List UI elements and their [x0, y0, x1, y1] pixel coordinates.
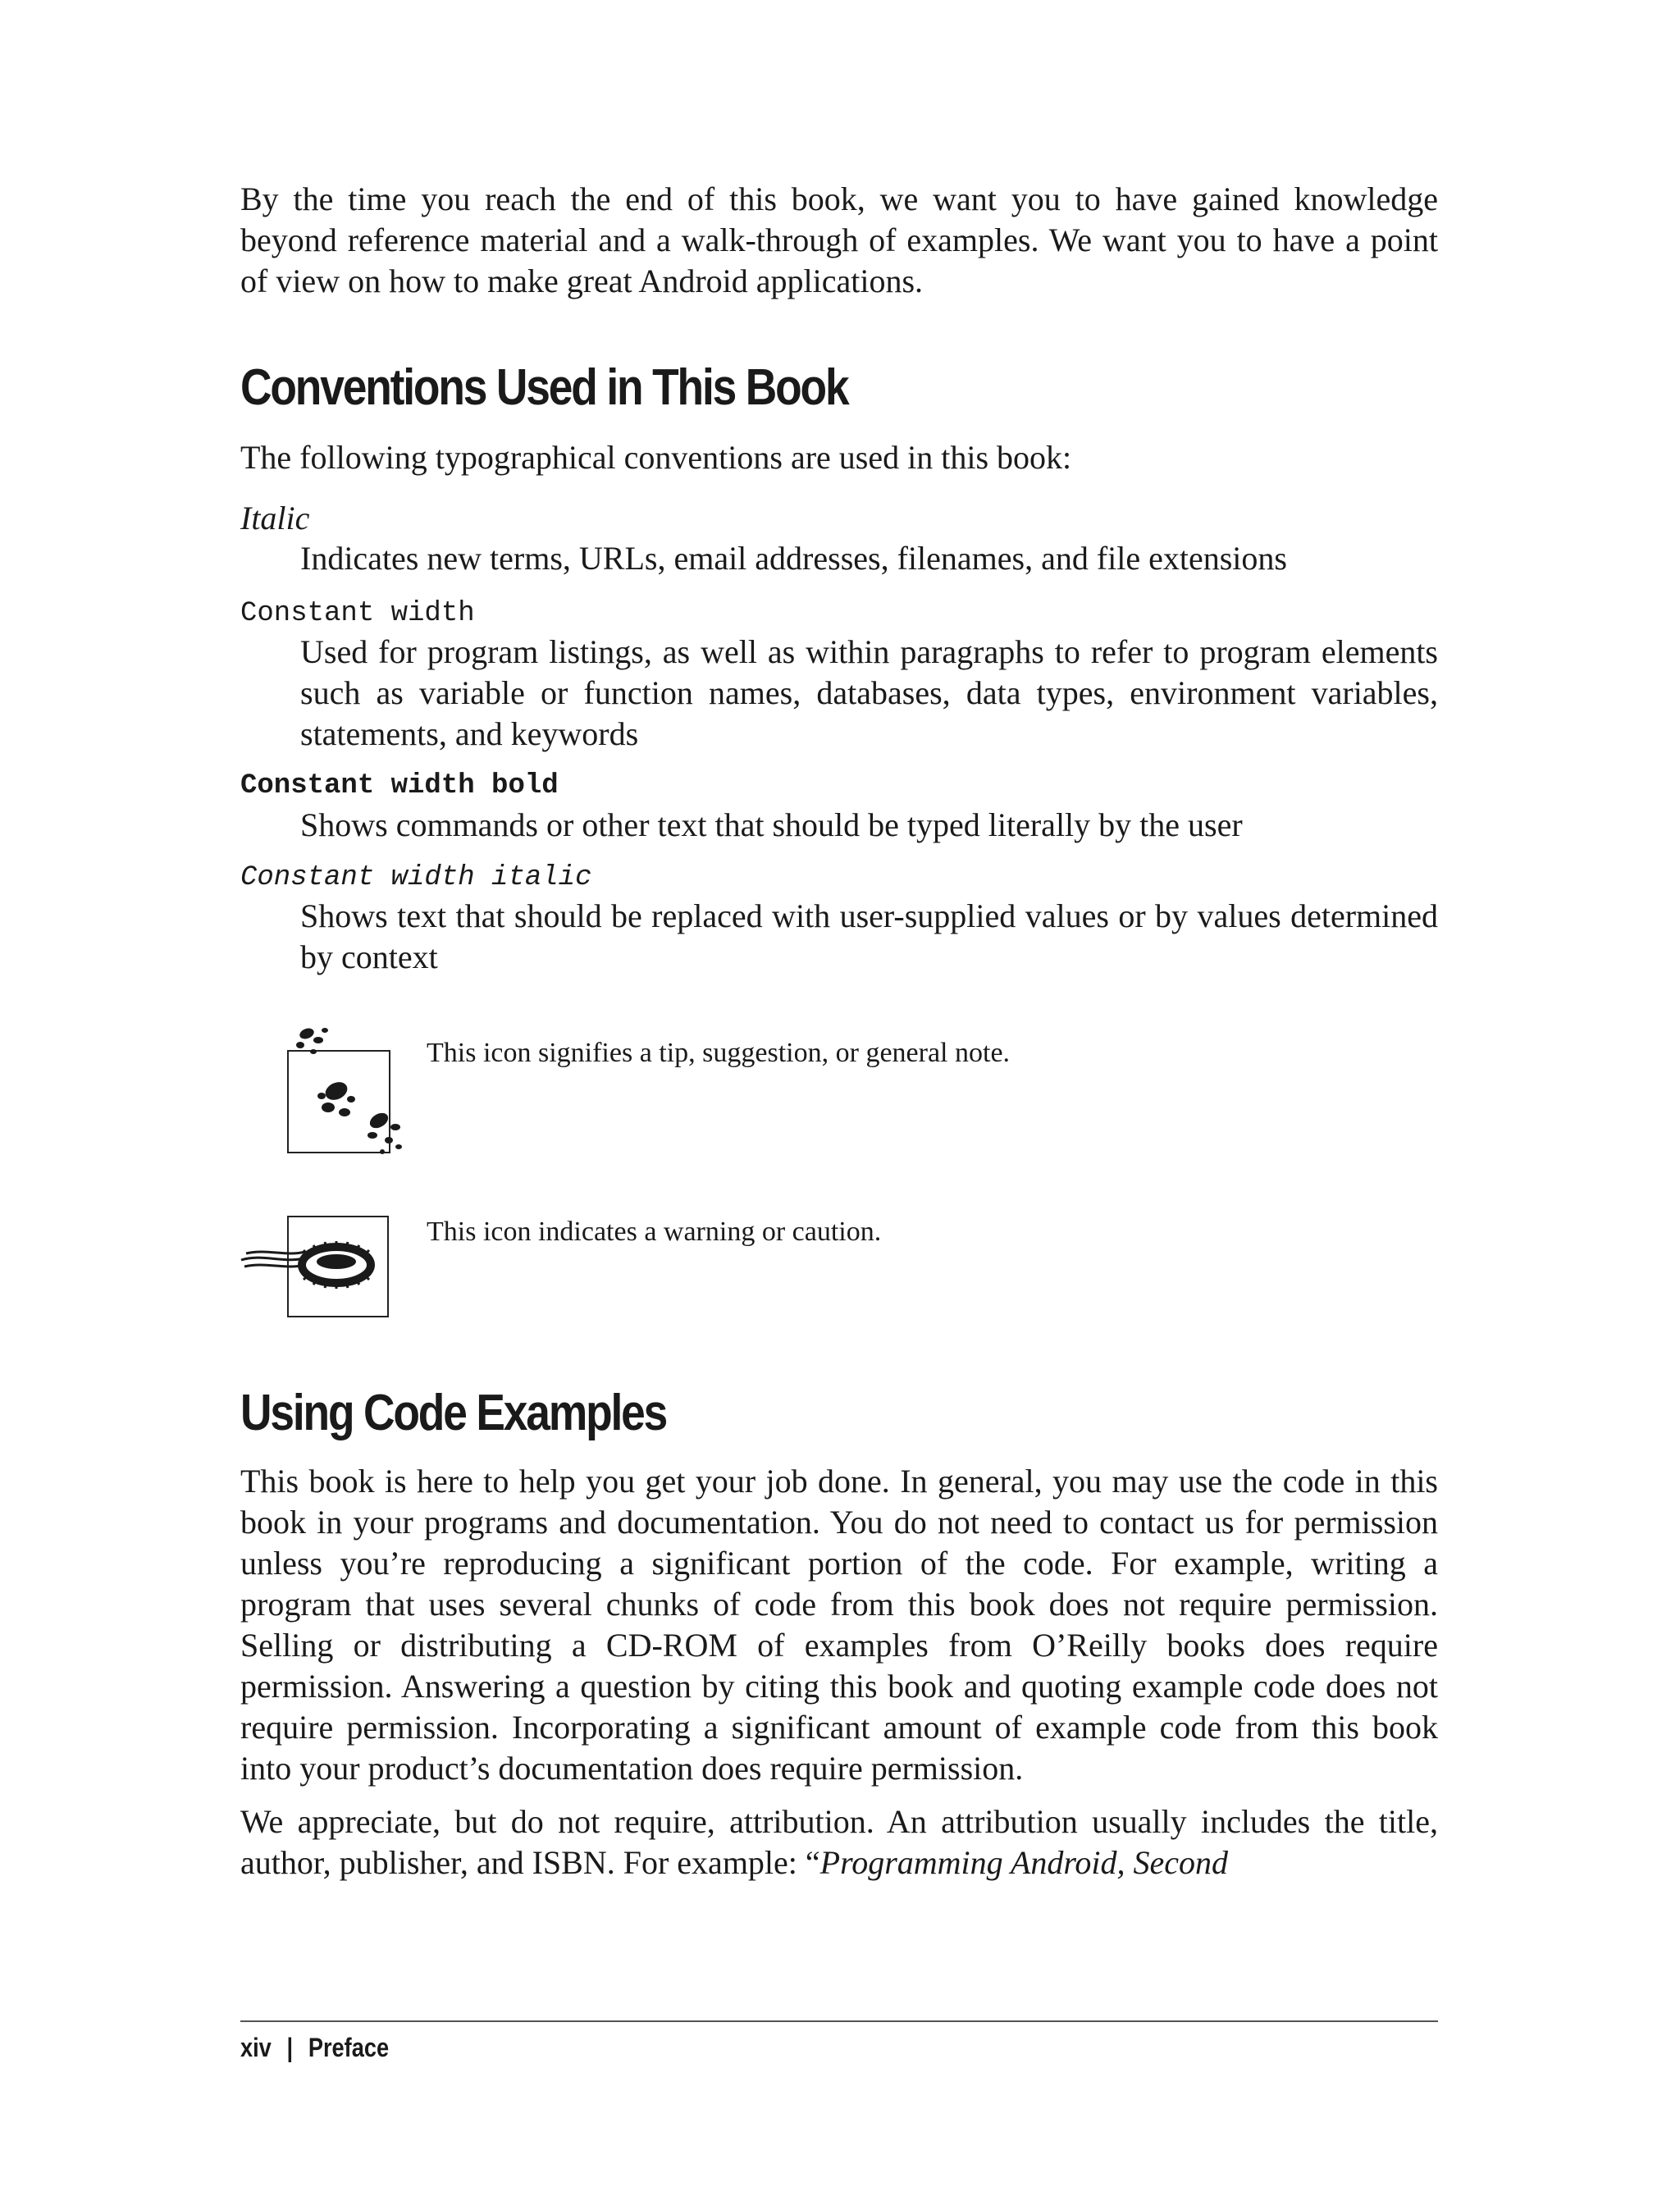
code-examples-heading: Using Code Examples: [240, 1385, 667, 1441]
term-constant-width-italic: Constant width italic: [240, 862, 592, 893]
page-footer: [240, 2031, 389, 2064]
definition-constant-width-italic: Shows text that should be replaced with user-supplied values or by values determined by context: [300, 897, 1438, 975]
warning-note-text: This icon indicates a warning or caution.: [427, 1217, 882, 1247]
definition-constant-width-bold: Shows commands or other text that should be typed literally by the user: [300, 806, 1243, 843]
definition-italic: Indicates new terms, URLs, email addresses, filenames, and file extensions: [300, 540, 1287, 577]
attribution-text: We appreciate, but do not require, attribution. An attribution usually includes the title, author, publisher, and ISBN. For example: “: [240, 1803, 1438, 1881]
definition-constant-width: Used for program listings, as well as within paragraphs to refer to program elements such as variable or function names, databases, data types, environment variables, statements, and keywords: [300, 633, 1438, 752]
term-constant-width-bold: Constant width bold: [240, 770, 559, 801]
warning-icon: [238, 1212, 394, 1327]
term-constant-width: Constant width: [240, 598, 475, 629]
term-italic: Italic: [240, 500, 310, 536]
page-number: xiv: [240, 2033, 272, 2062]
code-examples-paragraph-1: This book is here to help you get your job done. In general, you may use the code in this book in your programs and documentation. You do not need to contact us for permission unless you’re reproducing a significant portion of the code. For example, writing a program that uses several chunks of code from this book does not require permission. Selling or distributing a CD-ROM of examples from O’Reilly books does require permission. Answering a question by citing this book and quoting example code does not require permission. Incorporating a significant amount of example code from this book into your product’s documentation does require permission.: [240, 1463, 1438, 1787]
footer-rule: [240, 2020, 1438, 2022]
section-name: Preface: [308, 2033, 390, 2062]
intro-paragraph: By the time you reach the end of this book, we want you to have gained knowledge beyond reference material and a walk-through of examples. We want you to have a point of view on how to make great Android applications.: [240, 180, 1438, 299]
footer-separator: |: [286, 2033, 294, 2062]
book-title: Programming Android, Second: [819, 1844, 1229, 1881]
tip-note-text: This icon signifies a tip, suggestion, or general note.: [427, 1038, 1011, 1068]
conventions-lead: The following typographical conventions are used in this book:: [240, 439, 1072, 476]
tip-icon: [276, 1016, 423, 1163]
code-examples-paragraph-2: [240, 1801, 1438, 1883]
conventions-heading: Conventions Used in This Book: [240, 359, 848, 416]
